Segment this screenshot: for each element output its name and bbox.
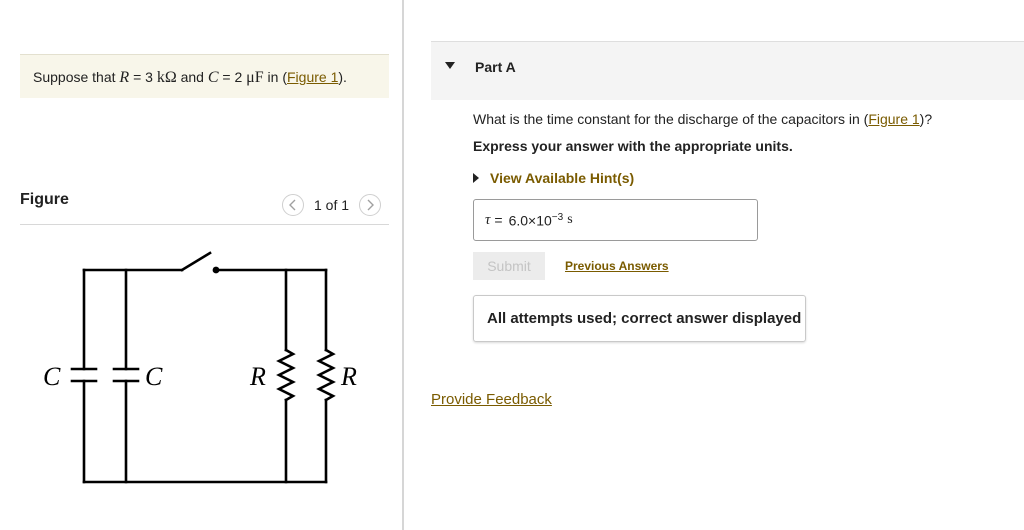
capacitance-symbol: C <box>207 69 219 86</box>
chevron-right-icon[interactable] <box>359 194 381 216</box>
part-a-header[interactable] <box>431 41 1024 100</box>
right-pane <box>404 0 1024 530</box>
switch-contact <box>213 267 220 274</box>
equals-sign: = <box>494 212 503 228</box>
answer-input[interactable] <box>473 199 758 241</box>
figure-title: Figure <box>20 191 69 208</box>
resistor-1-zigzag <box>279 350 293 400</box>
left-pane <box>0 0 403 530</box>
intro-text: in ( <box>263 69 287 85</box>
caret-down-icon[interactable] <box>445 62 455 69</box>
question-text <box>473 111 932 127</box>
resistance-unit: kΩ <box>156 69 177 86</box>
answer-unit: s <box>567 212 573 227</box>
provide-feedback-link[interactable]: Provide Feedback <box>431 391 552 408</box>
figure-link[interactable]: Figure 1 <box>287 69 339 85</box>
capacitance-unit: μF <box>246 69 264 86</box>
resistor-2-zigzag <box>319 350 333 400</box>
caret-right-icon <box>473 173 479 183</box>
resistor-2-label: R <box>341 362 357 391</box>
intro-text: Suppose that <box>33 69 120 85</box>
tau-symbol: τ <box>485 211 491 228</box>
question-figure-link[interactable]: Figure 1 <box>868 111 920 127</box>
answer-mantissa: 6.0×10 <box>508 212 552 229</box>
problem-intro <box>20 54 389 98</box>
figure-divider <box>20 224 389 225</box>
answer-value <box>509 212 564 229</box>
resistor-1-label: R <box>250 362 266 391</box>
answer-instruction: Express your answer with the appropriate units. <box>473 138 793 154</box>
figure-pager <box>282 193 381 217</box>
previous-answers-link[interactable]: Previous Answers <box>565 259 669 273</box>
capacitor-2-label: C <box>145 362 163 391</box>
chevron-left-icon[interactable] <box>282 194 304 216</box>
resistance-value: = 3 <box>129 69 157 85</box>
view-hints-toggle[interactable] <box>473 170 634 186</box>
attempts-status: All attempts used; correct answer displayed <box>473 295 806 342</box>
page-indicator: 1 of 1 <box>314 197 350 213</box>
resistance-symbol: R <box>119 69 130 86</box>
intro-text: ). <box>338 69 347 85</box>
submit-button[interactable]: Submit <box>473 252 545 280</box>
circuit-diagram <box>30 240 370 495</box>
answer-exponent: −3 <box>551 211 564 223</box>
capacitor-1-label: C <box>43 362 61 391</box>
switch-blade <box>182 253 210 270</box>
view-hints-label: View Available Hint(s) <box>490 170 635 186</box>
intro-text: and <box>176 69 208 85</box>
question-suffix: )? <box>919 111 933 127</box>
question-prefix: What is the time constant for the discharge of the capacitors in ( <box>473 111 869 127</box>
capacitance-value: = 2 <box>218 69 247 85</box>
part-title: Part A <box>475 59 516 75</box>
